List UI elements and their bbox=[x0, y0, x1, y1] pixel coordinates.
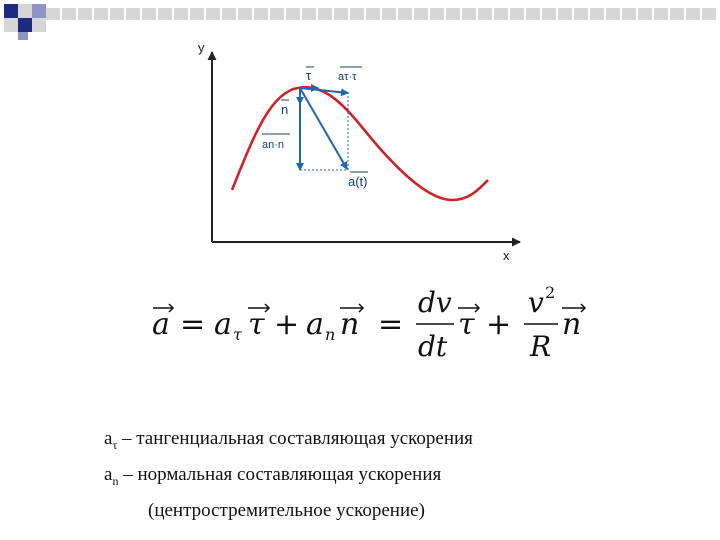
tau-label: τ bbox=[306, 68, 312, 83]
definition-centripetal bbox=[104, 496, 704, 525]
deco-square bbox=[686, 8, 700, 20]
formula-v-exponent: 2 bbox=[545, 283, 556, 302]
deco-square bbox=[446, 8, 460, 20]
definitions-block bbox=[104, 424, 704, 525]
deco-square bbox=[622, 8, 636, 20]
deco-square bbox=[334, 8, 348, 20]
deco-square bbox=[414, 8, 428, 20]
def-text-normal: – нормальная составляющая ускорения bbox=[118, 463, 442, 485]
deco-square bbox=[510, 8, 524, 20]
formula-n-subscript: n bbox=[325, 325, 336, 344]
deco-square bbox=[206, 8, 220, 20]
deco-square bbox=[110, 8, 124, 20]
deco-square bbox=[318, 8, 332, 20]
def-text-centripetal: (центростремительное ускорение) bbox=[148, 499, 425, 521]
deco-square bbox=[142, 8, 156, 20]
formula-n: n bbox=[340, 307, 360, 342]
formula-dt: dt bbox=[418, 330, 448, 363]
formula-plus-2: + bbox=[486, 307, 512, 342]
def-symbol-a: a bbox=[104, 463, 113, 485]
deco-square bbox=[62, 8, 76, 20]
def-subscript-tau: τ bbox=[112, 437, 118, 452]
deco-square bbox=[574, 8, 588, 20]
deco-square bbox=[462, 8, 476, 20]
deco-square bbox=[398, 8, 412, 20]
deco-square bbox=[382, 8, 396, 20]
deco-square bbox=[350, 8, 364, 20]
n-label: n bbox=[281, 102, 289, 117]
formula-a: a bbox=[152, 307, 170, 342]
deco-square bbox=[606, 8, 620, 20]
formula-R: R bbox=[530, 330, 552, 363]
formula-tau-2: τ bbox=[458, 307, 475, 342]
y-axis-label: y bbox=[198, 40, 205, 55]
deco-square bbox=[158, 8, 172, 20]
deco-square bbox=[238, 8, 252, 20]
formula-a-n: a bbox=[306, 307, 324, 342]
def-symbol-a: a bbox=[104, 428, 113, 449]
deco-square bbox=[478, 8, 492, 20]
formula-plus: + bbox=[274, 307, 300, 342]
deco-square bbox=[558, 8, 572, 20]
x-axis-label: x bbox=[503, 248, 510, 263]
formula-n-2: n bbox=[562, 307, 582, 342]
a-n-n-label: an·n bbox=[262, 139, 285, 151]
def-subscript-n: n bbox=[112, 473, 119, 488]
deco-square bbox=[670, 8, 684, 20]
formula-equals: = bbox=[180, 307, 206, 342]
deco-square bbox=[4, 4, 18, 18]
formula-tau-subscript: τ bbox=[233, 325, 242, 344]
acceleration-vector bbox=[300, 88, 347, 169]
deco-square bbox=[18, 18, 32, 32]
deco-square bbox=[94, 8, 108, 20]
formula-v: v bbox=[528, 286, 544, 319]
deco-square bbox=[18, 32, 28, 40]
deco-square bbox=[32, 18, 46, 32]
deco-square bbox=[18, 4, 32, 18]
definition-normal bbox=[104, 460, 704, 496]
deco-square bbox=[366, 8, 380, 20]
deco-square bbox=[222, 8, 236, 20]
kinematics-diagram bbox=[190, 30, 530, 270]
def-text-tangential: – тангенциальная составляющая ускорения bbox=[117, 428, 473, 449]
formula-tau: τ bbox=[248, 307, 265, 342]
a-tau-tau-label: aτ·τ bbox=[338, 71, 357, 83]
deco-square bbox=[46, 8, 60, 20]
a-t-label: a(t) bbox=[348, 174, 368, 189]
deco-square bbox=[302, 8, 316, 20]
deco-square bbox=[542, 8, 556, 20]
deco-square bbox=[254, 8, 268, 20]
deco-square bbox=[638, 8, 652, 20]
deco-square bbox=[590, 8, 604, 20]
acceleration-formula bbox=[150, 282, 600, 372]
deco-square bbox=[494, 8, 508, 20]
deco-square bbox=[702, 8, 716, 20]
formula-a-tau: a bbox=[214, 307, 232, 342]
formula-equals-2: = bbox=[378, 307, 404, 342]
deco-square bbox=[430, 8, 444, 20]
deco-square bbox=[526, 8, 540, 20]
deco-square bbox=[126, 8, 140, 20]
deco-square bbox=[286, 8, 300, 20]
deco-square bbox=[174, 8, 188, 20]
formula-dv: dv bbox=[418, 286, 452, 319]
deco-square bbox=[4, 18, 18, 32]
deco-square bbox=[190, 8, 204, 20]
deco-square bbox=[270, 8, 284, 20]
deco-square bbox=[78, 8, 92, 20]
deco-square bbox=[654, 8, 668, 20]
deco-square bbox=[32, 4, 46, 18]
definition-tangential bbox=[104, 424, 704, 460]
